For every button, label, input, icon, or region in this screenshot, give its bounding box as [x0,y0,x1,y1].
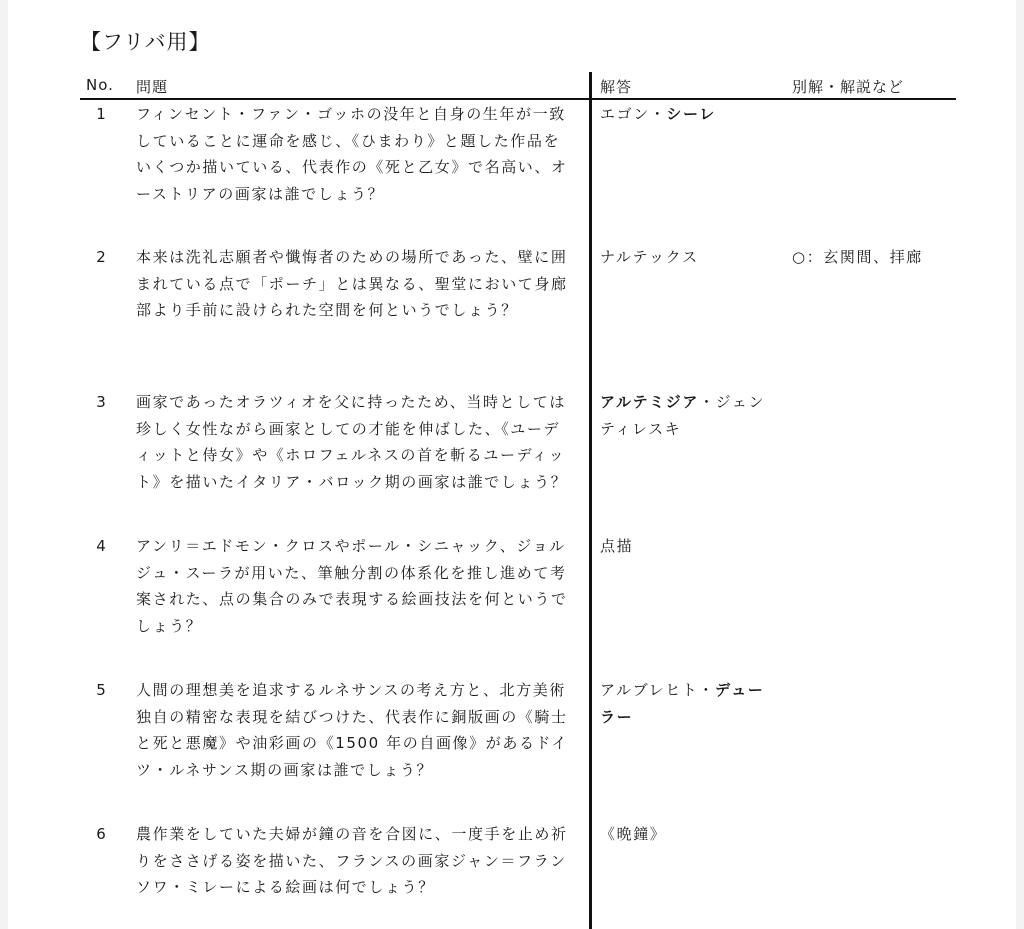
question-text [136,244,586,324]
question-line: 農作業をしていた夫婦が鐘の音を合図に、一度手を止め祈 [136,825,568,843]
answer-text [600,533,780,560]
answer-line [600,244,780,271]
answer-line: ラー [600,707,634,726]
question-number: 5 [96,681,106,699]
question-line: りをささげる姿を描いた、フランスの画家ジャン＝フラン [136,851,567,870]
question-number: 2 [96,248,106,266]
question-line: と死と悪魔》や油彩画の《1500 年の自画像》があるドイ [136,734,568,752]
question-line: 案された、点の集合のみで表現する絵画技法を何というで [136,590,568,608]
question-line: しょう？ [136,616,203,635]
question-text [136,821,586,901]
answer-part: ・ジェン [699,393,766,411]
header-rule [80,98,956,100]
answer-line [600,821,780,848]
question-line: アンリ＝エドモン・クロスやポール・シニャック、ジョル [136,537,566,555]
answer-part: アルブレヒト・ [600,681,716,699]
header-no: No. [86,76,114,94]
question-text [136,677,586,783]
answer-text [600,677,780,730]
answer-part: 《晩鐘》 [600,825,667,843]
question-line: 本来は洗礼志願者や懺悔者のための場所であった、壁に囲 [136,248,568,266]
question-line: いくつか描いている、代表作の《死と乙女》で名高い、オ [136,158,568,176]
answer-line [600,533,780,560]
question-line: 人間の理想美を追求するルネサンスの考え方と、北方美術 [136,681,566,699]
question-line: ソワ・ミレーによる絵画は何でしょう？ [136,878,435,896]
answer-text [600,389,780,442]
question-line: 独自の精密な表現を結びつけた、代表作に銅版画の《騎士 [136,707,568,726]
question-line: ーストリアの画家は誰でしょう？ [136,184,385,203]
answer-part: ナルテックス [600,248,699,266]
question-line: 画家であったオラツィオを父に持ったため、当時としては [136,393,566,411]
question-line: フィンセント・ファン・ゴッホの没年と自身の生年が一致 [136,105,566,123]
question-number: 3 [96,393,106,411]
answer-part: デュー [715,681,765,699]
question-line: していることに運命を感じ、《ひまわり》と題した作品を [136,131,561,150]
answer-text [600,244,780,271]
question-text [136,533,586,639]
answer-text [600,821,780,848]
question-line: 珍しく女性ながら画家としての才能を伸ばした、《ユーデ [136,419,561,438]
answer-line: ティレスキ [600,419,682,438]
header-question: 問題 [136,78,169,96]
question-number: 4 [96,537,106,555]
answer-part: アルテミジア [600,393,700,411]
answer-part: シーレ [666,105,716,123]
question-number: 6 [96,825,106,843]
column-divider [589,72,592,929]
answer-part: 点描 [600,537,634,555]
question-line: ツ・ルネサンス期の画家は誰でしょう？ [136,760,434,779]
question-line: ト》を描いたイタリア・バロック期の画家は誰でしょう？ [136,472,568,491]
answer-line [600,677,780,704]
page-title: 【フリバ用】 [80,30,211,54]
question-line: 部より手前に設けられた空間を何というでしょう？ [136,301,518,319]
question-line: ィットと侍女》や《ホロフェルネスの首を斬るユーディッ [136,446,566,464]
question-number: 1 [96,105,106,123]
answer-part: エゴン・ [600,105,667,123]
header-answer: 解答 [600,78,633,96]
question-text [136,101,586,207]
question-text [136,389,586,495]
header-notes: 別解・解説など [792,78,905,96]
answer-line [600,389,780,416]
document-page [8,0,1016,929]
answer-line [600,101,780,128]
answer-text [600,101,780,128]
question-line: ジュ・スーラが用いた、筆触分割の体系化を推し進めて考 [136,563,567,582]
question-line: まれている点で「ポーチ」とは異なる、聖堂において身廊 [136,274,568,293]
notes-text: ○：玄関間、拝廊 [792,248,923,266]
